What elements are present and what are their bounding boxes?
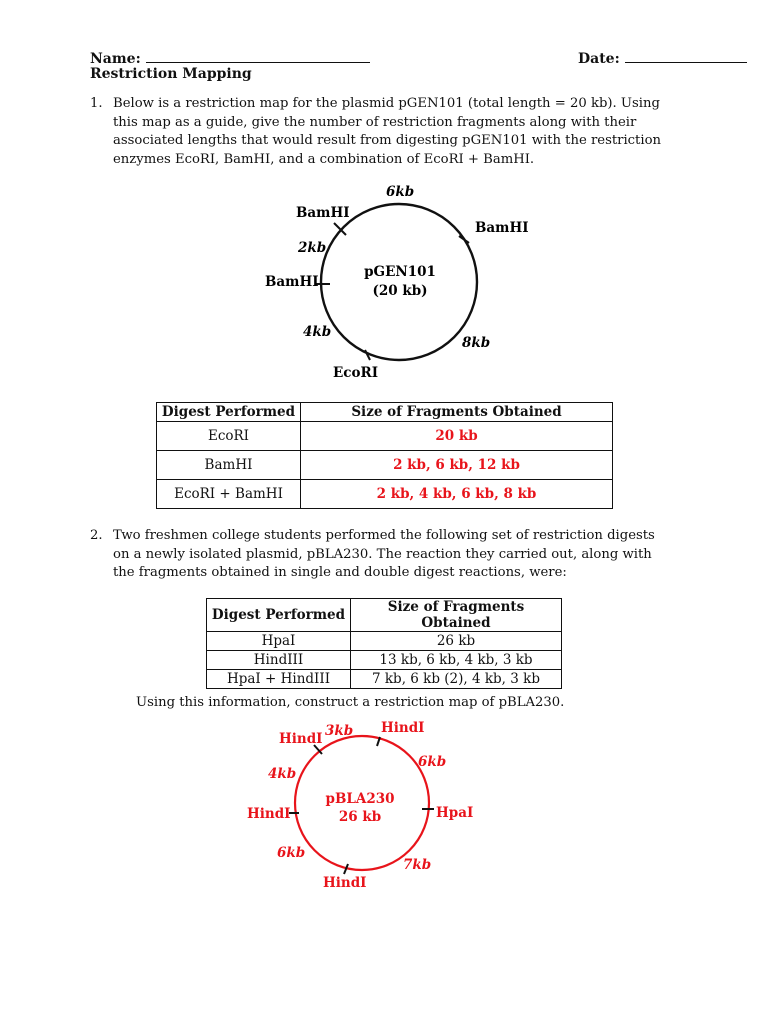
table-row (207, 670, 562, 689)
segment-label-4kb: 4kb (303, 324, 332, 340)
table-row (207, 632, 562, 651)
fragments-cell: 7 kb, 6 kb (2), 4 kb, 3 kb (351, 670, 562, 689)
table-row (157, 451, 613, 480)
site-label-hindi-left: HindI (247, 806, 291, 822)
segment-label-7kb: 7kb (403, 857, 432, 873)
segment-label-8kb: 8kb (462, 335, 491, 351)
digest-cell: HpaI + HindIII (207, 670, 351, 689)
name-label: Name: (90, 51, 141, 67)
site-label-hindi-bottom: HindI (323, 875, 367, 891)
column-header-fragments: Size of Fragments Obtained (351, 599, 562, 632)
segment-label-3kb: 3kb (325, 723, 354, 739)
plasmid-size-pbla230: 26 kb (338, 809, 382, 825)
pbla230-digest-table (206, 598, 562, 689)
plasmid-name-pgen101: pGEN101 (364, 264, 436, 280)
segment-label-2kb: 2kb (298, 240, 327, 256)
digest-cell: EcoRI (157, 422, 301, 451)
digest-cell: BamHI (157, 451, 301, 480)
segment-label-4kb: 4kb (268, 766, 297, 782)
table-row (157, 422, 613, 451)
digest-cell: EcoRI + BamHI (157, 480, 301, 509)
pgen101-plasmid-circle (321, 204, 477, 360)
segment-label-6kb-lower: 6kb (277, 845, 306, 861)
site-label-hpai-right: HpaI (436, 805, 474, 821)
plasmid-size-pgen101: (20 kb) (372, 283, 428, 299)
plasmid-name-pbla230: pBLA230 (325, 791, 395, 807)
fragments-cell: 13 kb, 6 kb, 4 kb, 3 kb (351, 651, 562, 670)
table-header-row (207, 599, 562, 632)
question-1-number: 1. (90, 96, 103, 111)
site-label-hindi-top-right: HindI (381, 720, 425, 736)
site-label-bamhi-right: BamHI (475, 220, 529, 236)
table-row (157, 480, 613, 509)
fragments-cell: 20 kb (301, 422, 613, 451)
fragments-cell: 2 kb, 6 kb, 12 kb (301, 451, 613, 480)
digest-cell: HpaI (207, 632, 351, 651)
date-label: Date: (578, 51, 620, 67)
question-2-text: Two freshmen college students performed the following set of restriction digests on a newly isolated plasmid, pBLA230. The reaction they carried out, along with the fragments obtained in single and double digest reactions, were: (113, 528, 655, 581)
site-label-ecori: EcoRI (333, 365, 379, 381)
pgen101-digest-table (156, 402, 613, 509)
site-label-hindi-top-left: HindI (279, 731, 323, 747)
site-label-bamhi-left: BamHI (265, 274, 319, 290)
pgen101-map (265, 184, 529, 381)
pbla230-map (247, 720, 473, 891)
question-2-number: 2. (90, 528, 103, 543)
column-header-digest: Digest Performed (207, 599, 351, 632)
segment-label-6kb-upper: 6kb (418, 754, 447, 770)
segment-label-6kb: 6kb (386, 184, 415, 200)
site-tick-bamhi-top-left (334, 223, 346, 235)
digest-cell: HindIII (207, 651, 351, 670)
table-header-row (157, 403, 613, 422)
column-header-fragments: Size of Fragments Obtained (301, 403, 613, 422)
column-header-digest: Digest Performed (157, 403, 301, 422)
table-row (207, 651, 562, 670)
page-title: Restriction Mapping (90, 66, 252, 82)
question-2-instruction: Using this information, construct a restriction map of pBLA230. (136, 695, 565, 710)
question-1-text: Below is a restriction map for the plasmid pGEN101 (total length = 20 kb). Using this map as a guide, give the number of restriction fragments along with their associated lengths that would result from digesting pGEN101 with the restriction enzymes EcoRI, BamHI, and a combination of EcoRI + BamHI. (113, 96, 662, 167)
fragments-cell: 26 kb (351, 632, 562, 651)
fragments-cell: 2 kb, 4 kb, 6 kb, 8 kb (301, 480, 613, 509)
site-label-bamhi-top-left: BamHI (296, 205, 350, 221)
